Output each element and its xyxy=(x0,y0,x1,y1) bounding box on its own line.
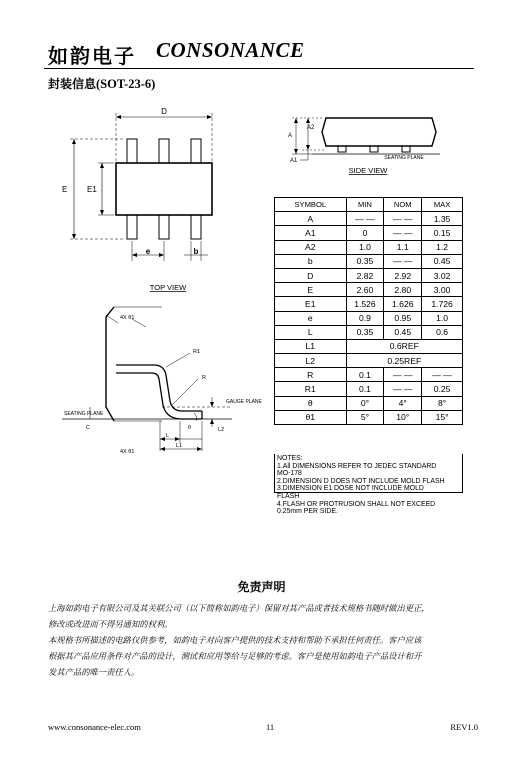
table-row xyxy=(275,226,463,240)
table-cell: R xyxy=(275,368,347,382)
table-cell: A2 xyxy=(275,240,347,254)
page-header xyxy=(48,38,474,68)
table-cell: 0.6 xyxy=(422,325,463,339)
page-number: 11 xyxy=(266,722,275,732)
dim-E-label: E xyxy=(62,185,68,194)
company-name-cn: 如韵电子 xyxy=(48,44,136,68)
table-row xyxy=(275,325,463,339)
table-cell: 0.25REF xyxy=(346,354,462,368)
disclaimer-line: 根据其产品应用条件对产品的设计，测试和应用等给与足够的考虑。客户是使用如韵电子产品设计和开 xyxy=(48,651,422,661)
table-row xyxy=(275,283,463,297)
table-row xyxy=(275,212,463,226)
table-cell: 2.92 xyxy=(384,268,422,282)
dim-e-label: e xyxy=(145,247,151,256)
table-cell: D xyxy=(275,268,347,282)
table-cell: 0.95 xyxy=(384,311,422,325)
table-cell: 8° xyxy=(422,396,463,410)
footer-url[interactable]: www.consonance-elec.com xyxy=(48,722,141,732)
table-cell: E xyxy=(275,283,347,297)
table-row xyxy=(275,368,463,382)
page-footer xyxy=(48,722,478,734)
table-cell: 3.00 xyxy=(422,283,463,297)
dim-L2-label: L2 xyxy=(218,427,225,433)
table-row xyxy=(275,410,463,424)
table-cell: 0.15 xyxy=(422,226,463,240)
section-title xyxy=(48,75,155,92)
dim-D-label: D xyxy=(161,107,167,116)
table-row xyxy=(275,354,463,368)
dim-b-label: b xyxy=(193,247,199,256)
table-cell: 0.25 xyxy=(422,382,463,396)
table-row xyxy=(275,268,463,282)
disclaimer-title: 免责声明 xyxy=(237,580,286,594)
section-title-cn: 封装信息 xyxy=(48,77,97,91)
table-cell: θ1 xyxy=(275,410,347,424)
dim-A1-label: A1 xyxy=(290,158,298,164)
table-notes xyxy=(274,454,463,516)
dim-L1-label: L1 xyxy=(176,443,183,449)
table-cell: 0.35 xyxy=(346,254,384,268)
note-line: 1.All DIMENSIONS REFER TO JEDEC STANDARD xyxy=(277,462,437,470)
seating-plane-label-detail: SEATING PLANE xyxy=(64,411,104,417)
table-header-cell: SYMBOL xyxy=(275,198,347,212)
table-cell: 1.0 xyxy=(346,240,384,254)
table-cell: L1 xyxy=(275,339,347,353)
table-cell: E1 xyxy=(275,297,347,311)
disclaimer-line: 发其产品的唯一责任人。 xyxy=(48,667,140,677)
table-cell: 0.35 xyxy=(346,325,384,339)
theta-label: θ xyxy=(188,425,192,431)
note-line: 0.25mm PER SIDE. xyxy=(277,508,338,516)
disclaimer-line: 本规格书所描述的电路仅供参考，如韵电子对向客户提供的技术支持和帮助不承担任何责任。客户应该 xyxy=(48,635,422,645)
table-cell: — — xyxy=(422,368,463,382)
seating-plane-label-side: SEATING PLANE xyxy=(384,155,424,161)
dim-A-label: A xyxy=(288,133,293,139)
table-cell: e xyxy=(275,311,347,325)
gauge-plane-label: GAUGE PLANE xyxy=(226,399,262,405)
note-line: 2.DIMENSION D DOES NOT INCLUDE MOLD FLASH xyxy=(277,477,445,485)
table-cell: — — xyxy=(346,212,384,226)
table-cell: L xyxy=(275,325,347,339)
disclaimer-line: 上海如韵电子有限公司及其关联公司（以下简称如韵电子）保留对其产品或者技术规格书随时做出更正， xyxy=(48,603,430,613)
table-row xyxy=(275,382,463,396)
table-cell: 1.0 xyxy=(422,311,463,325)
theta1-bottom-label: 4X θ1 xyxy=(120,449,135,455)
table-cell: — — xyxy=(384,226,422,240)
disclaimer-body xyxy=(48,600,474,680)
table-cell: — — xyxy=(384,254,422,268)
table-row xyxy=(275,254,463,268)
table-cell: 0.6REF xyxy=(346,339,462,353)
disclaimer-line: 修改或改进而不得另通知的权利。 xyxy=(48,619,173,629)
side-view-label: SIDE VIEW xyxy=(348,166,388,175)
table-cell: 2.82 xyxy=(346,268,384,282)
table-cell: 5° xyxy=(346,410,384,424)
table-cell: — — xyxy=(384,382,422,396)
top-view-label: TOP VIEW xyxy=(149,283,187,292)
table-cell: 4° xyxy=(384,396,422,410)
theta1-top-label: 4X θ1 xyxy=(120,315,135,321)
dim-C-label: C xyxy=(86,425,90,431)
header-divider xyxy=(44,68,474,69)
dim-R1-label: R1 xyxy=(193,349,201,355)
table-cell: 1.626 xyxy=(384,297,422,311)
table-cell: L2 xyxy=(275,354,347,368)
dim-L-label: L xyxy=(166,433,170,439)
table-cell: R1 xyxy=(275,382,347,396)
table-cell: θ xyxy=(275,396,347,410)
section-title-package: (SOT-23-6) xyxy=(96,77,156,91)
table-cell: 0.9 xyxy=(346,311,384,325)
table-cell: 2.80 xyxy=(384,283,422,297)
table-cell: 0.1 xyxy=(346,368,384,382)
table-cell: 1.1 xyxy=(384,240,422,254)
company-name-en: CONSONANCE xyxy=(156,38,305,62)
table-row xyxy=(275,339,463,353)
dim-R-label: R xyxy=(202,375,206,381)
table-cell: 0 xyxy=(346,226,384,240)
table-cell: 1.35 xyxy=(422,212,463,226)
table-cell: 10° xyxy=(384,410,422,424)
note-line: FLASH xyxy=(277,492,300,500)
table-header-cell: NOM xyxy=(384,198,422,212)
dim-A2-label: A2 xyxy=(307,125,315,131)
side-view-drawing xyxy=(282,110,462,180)
lead-detail-drawing xyxy=(62,305,272,465)
revision: REV1.0 xyxy=(450,722,478,732)
note-line: NOTES: xyxy=(277,455,303,462)
table-cell: 1.526 xyxy=(346,297,384,311)
table-row xyxy=(275,396,463,410)
table-cell: 15° xyxy=(422,410,463,424)
table-cell: — — xyxy=(384,368,422,382)
table-cell: — — xyxy=(384,212,422,226)
table-cell: 1.2 xyxy=(422,240,463,254)
table-cell: 0.45 xyxy=(384,325,422,339)
table-row xyxy=(275,311,463,325)
note-line: 3.DIMENSION E1 DOSE NOT INCLUDE MOLD xyxy=(277,485,424,493)
table-row xyxy=(275,240,463,254)
table-cell: A xyxy=(275,212,347,226)
table-header-cell: MAX xyxy=(422,198,463,212)
table-row xyxy=(275,297,463,311)
table-cell: 2.60 xyxy=(346,283,384,297)
table-cell: 3.02 xyxy=(422,268,463,282)
table-cell: 0.1 xyxy=(346,382,384,396)
note-line: MO-178 xyxy=(277,470,302,478)
table-header-cell: MIN xyxy=(346,198,384,212)
dimension-table xyxy=(274,197,463,425)
note-line: 4.FLASH OR PROTRUSION SHALL NOT EXCEED xyxy=(277,500,436,508)
dim-E1-label: E1 xyxy=(87,185,97,194)
table-cell: 1.726 xyxy=(422,297,463,311)
table-cell: A1 xyxy=(275,226,347,240)
table-cell: 0° xyxy=(346,396,384,410)
top-view-drawing xyxy=(60,105,230,295)
table-header-row xyxy=(275,198,463,212)
table-cell: b xyxy=(275,254,347,268)
table-cell: 0.45 xyxy=(422,254,463,268)
